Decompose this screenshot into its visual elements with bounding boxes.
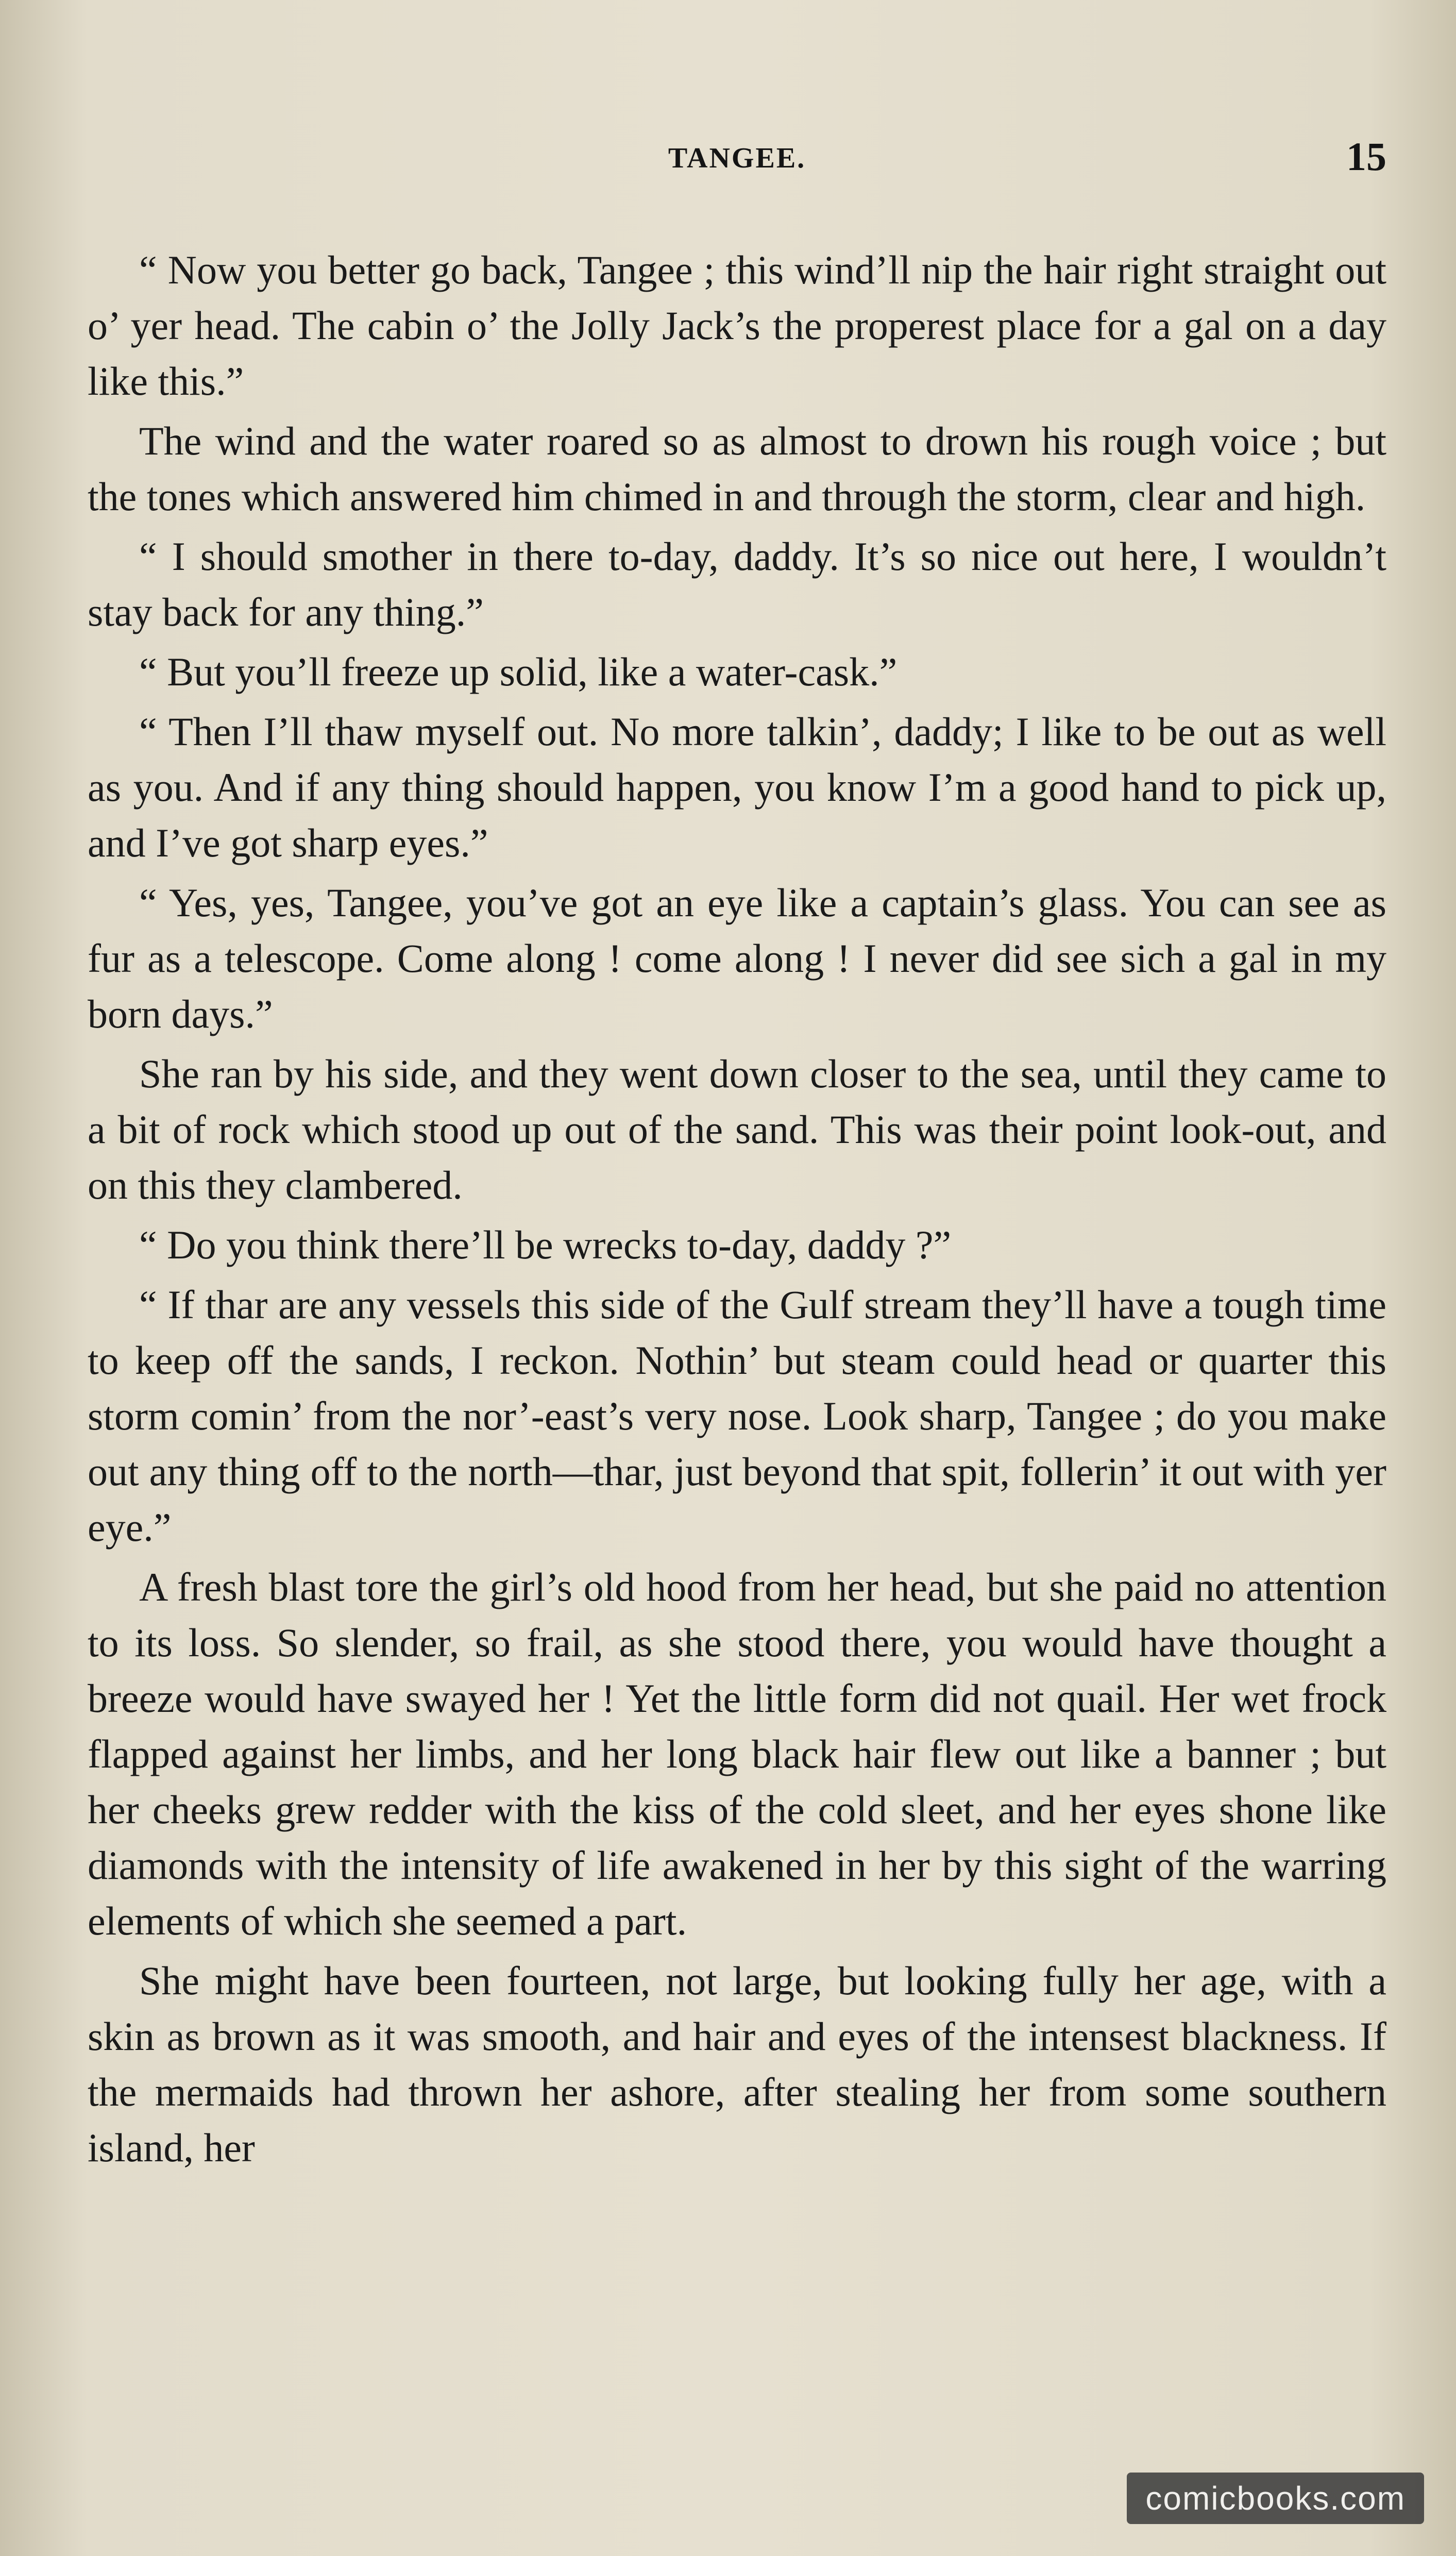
paragraph: “ Then I’ll thaw myself out. No more talkin’, daddy; I like to be out as well as you. And if any thing should happen, you know I’m a good hand to pick up, and I’ve got sharp eyes.” xyxy=(88,709,1386,865)
paragraph: She might have been fourteen, not large, but looking fully her age, with a skin as brown as it was smooth, and hair and eyes of the intensest blackness. If the mermaids had thrown her ashore, after stealing her from some southern island, her xyxy=(88,1958,1386,2170)
paragraph: “ Do you think there’ll be wrecks to-day, daddy ?” xyxy=(139,1222,952,1267)
paragraph: The wind and the water roared so as almost to drown his rough voice ; but the tones which answered him chimed in and through the storm, clear and high. xyxy=(88,418,1386,519)
paragraph: “ If thar are any vessels this side of the Gulf stream they’ll have a tough time to keep off the sands, I reckon. Nothin’ but steam could head or quarter this storm comin’ from the nor’-east’s very nose. Look sharp, Tangee ; do you make out any thing off to the north—thar, just beyond that spit, follerin’ it out with yer eye.” xyxy=(88,1282,1386,1550)
paragraph: “ Yes, yes, Tangee, you’ve got an eye like a captain’s glass. You can see as fur as a telescope. Come along ! come along ! I never did see sich a gal in my born days.” xyxy=(88,880,1386,1036)
paragraph: A fresh blast tore the girl’s old hood from her head, but she paid no attention to its loss. So slender, so frail, as she stood there, you would have thought a breeze would have swayed her ! Yet the little form did not quail. Her wet frock flapped against her limbs, and her long black hair flew out like a banner ; but her cheeks grew redder with the kiss of the cold sleet, and her eyes shone like diamonds with the intensity of life awakened in her by this sight of the warring elements of which she seemed a part. xyxy=(88,1565,1386,1943)
watermark: comicbooks.com xyxy=(1127,2473,1424,2524)
page-header xyxy=(88,131,1386,188)
page-number: 15 xyxy=(1346,134,1386,179)
paragraph: She ran by his side, and they went down closer to the sea, until they came to a bit of rock which stood up out of the sand. This was their point look-out, and on this they clambered. xyxy=(88,1051,1386,1207)
body-text xyxy=(88,242,1386,2180)
running-title: TANGEE. xyxy=(668,142,806,174)
paragraph: “ I should smother in there to-day, daddy. It’s so nice out here, I wouldn’t stay back for any thing.” xyxy=(88,534,1386,634)
paragraph: “ But you’ll freeze up solid, like a water-cask.” xyxy=(139,649,898,694)
paragraph: “ Now you better go back, Tangee ; this wind’ll nip the hair right straight out o’ yer head. The cabin o’ the Jolly Jack’s the properest place for a gal on a day like this.” xyxy=(88,247,1386,403)
